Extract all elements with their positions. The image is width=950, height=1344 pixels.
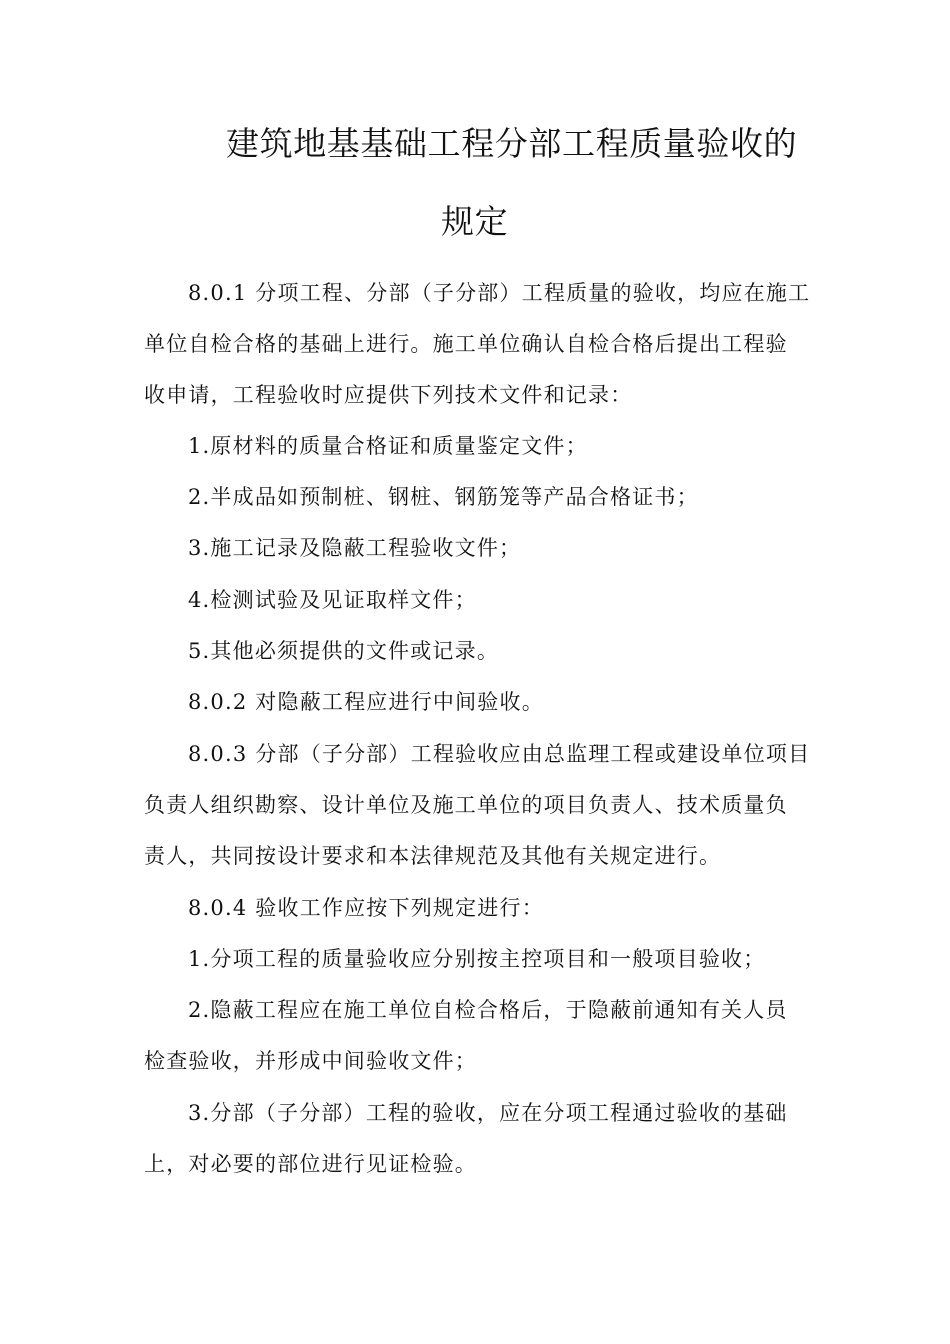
paragraph-8-0-3-line-3: 责人，共同按设计要求和本法律规范及其他有关规定进行。 [144, 844, 722, 868]
list-item-2: 2.半成品如预制桩、钢桩、钢筋笼等产品合格证书； [188, 485, 699, 509]
paragraph-8-0-3-line-2: 负责人组织勘察、设计单位及施工单位的项目负责人、技术质量负 [144, 793, 788, 817]
list-item-4: 4.检测试验及见证取样文件； [188, 588, 477, 612]
paragraph-8-0-3-line-1: 8.0.3 分部（子分部）工程验收应由总监理工程或建设单位项目 [188, 742, 811, 766]
list-item-1: 1.原材料的质量合格证和质量鉴定文件； [188, 434, 588, 458]
document-title-line-1: 建筑地基基础工程分部工程质量验收的 [226, 124, 798, 163]
list-item-5: 5.其他必须提供的文件或记录。 [188, 639, 500, 663]
paragraph-8-0-2: 8.0.2 对隐蔽工程应进行中间验收。 [188, 690, 544, 714]
rule-item-3-line-2: 上，对必要的部位进行见证检验。 [144, 1152, 477, 1176]
rule-item-2-line-2: 检查验收，并形成中间验收文件； [144, 1049, 477, 1073]
paragraph-8-0-1-line-1: 8.0.1 分项工程、分部（子分部）工程质量的验收，均应在施工 [188, 281, 811, 305]
rule-item-3-line-1: 3.分部（子分部）工程的验收，应在分项工程通过验收的基础 [188, 1101, 788, 1125]
paragraph-8-0-1-line-3: 收申请，工程验收时应提供下列技术文件和记录： [144, 383, 633, 407]
rule-item-1: 1.分项工程的质量验收应分别按主控项目和一般项目验收； [188, 947, 766, 971]
paragraph-8-0-1-line-2: 单位自检合格的基础上进行。施工单位确认自检合格后提出工程验 [144, 332, 788, 356]
document-title-line-2: 规定 [441, 202, 509, 241]
list-item-3: 3.施工记录及隐蔽工程验收文件； [188, 536, 522, 560]
rule-item-2-line-1: 2.隐蔽工程应在施工单位自检合格后，于隐蔽前通知有关人员 [188, 998, 788, 1022]
paragraph-8-0-4: 8.0.4 验收工作应按下列规定进行： [188, 896, 544, 920]
